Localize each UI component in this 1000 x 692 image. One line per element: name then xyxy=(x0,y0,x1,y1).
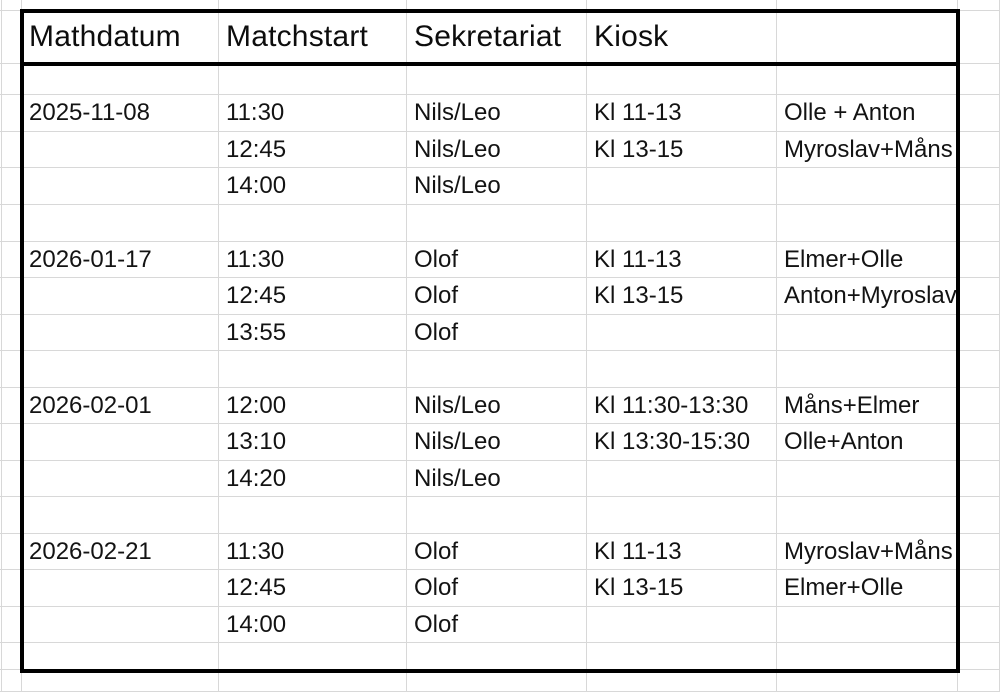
cell-matchstart[interactable]: 14:00 xyxy=(219,168,407,205)
cell-sekretariat[interactable]: Nils/Leo xyxy=(407,168,587,205)
cell-kiosk-time[interactable] xyxy=(587,607,777,643)
cell-mathdatum[interactable] xyxy=(22,0,219,11)
cell-matchstart[interactable]: 11:30 xyxy=(219,242,407,278)
cell-overflow[interactable] xyxy=(958,205,1000,242)
cell-overflow[interactable] xyxy=(958,242,1000,278)
cell-sekretariat[interactable]: Nils/Leo xyxy=(407,461,587,497)
cell-kiosk-time[interactable] xyxy=(587,205,777,242)
cell-rowhead[interactable] xyxy=(0,0,22,11)
cell-kiosk-crew[interactable]: Olle+Anton xyxy=(777,424,958,461)
cell-kiosk-crew[interactable] xyxy=(777,497,958,534)
header-cell-matchstart[interactable]: Matchstart xyxy=(219,11,407,64)
cell-overflow[interactable] xyxy=(958,607,1000,643)
cell-sekretariat[interactable] xyxy=(407,351,587,388)
cell-kiosk-time[interactable] xyxy=(587,351,777,388)
cell-kiosk-time[interactable]: Kl 13-15 xyxy=(587,132,777,168)
cell-kiosk-crew[interactable]: Elmer+Olle xyxy=(777,570,958,607)
cell-sekretariat[interactable] xyxy=(407,497,587,534)
cell-kiosk-time[interactable]: Kl 11-13 xyxy=(587,242,777,278)
cell-kiosk-crew[interactable] xyxy=(777,607,958,643)
cell-kiosk-crew[interactable]: Myroslav+Måns xyxy=(777,534,958,570)
cell-matchstart[interactable]: 13:55 xyxy=(219,315,407,351)
cell-kiosk-time[interactable] xyxy=(587,168,777,205)
header-cell-kiosk-crew[interactable] xyxy=(777,11,958,64)
cell-matchstart[interactable]: 14:00 xyxy=(219,607,407,643)
cell-overflow[interactable] xyxy=(958,670,1000,692)
cell-matchstart[interactable]: 11:30 xyxy=(219,95,407,132)
cell-mathdatum[interactable] xyxy=(22,424,219,461)
cell-rowhead[interactable] xyxy=(0,607,22,643)
cell-overflow[interactable] xyxy=(958,534,1000,570)
cell-overflow[interactable] xyxy=(958,168,1000,205)
cell-sekretariat[interactable]: Olof xyxy=(407,242,587,278)
cell-matchstart[interactable] xyxy=(219,670,407,692)
cell-mathdatum[interactable] xyxy=(22,315,219,351)
cell-sekretariat[interactable] xyxy=(407,205,587,242)
cell-kiosk-time[interactable]: Kl 11-13 xyxy=(587,95,777,132)
cell-kiosk-time[interactable]: Kl 11-13 xyxy=(587,534,777,570)
cell-sekretariat[interactable]: Nils/Leo xyxy=(407,424,587,461)
cell-overflow[interactable] xyxy=(958,132,1000,168)
cell-kiosk-time[interactable]: Kl 13-15 xyxy=(587,278,777,315)
cell-mathdatum[interactable] xyxy=(22,278,219,315)
cell-mathdatum[interactable] xyxy=(22,132,219,168)
cell-kiosk-crew[interactable]: Måns+Elmer xyxy=(777,388,958,424)
cell-matchstart[interactable]: 12:45 xyxy=(219,132,407,168)
cell-kiosk-crew[interactable] xyxy=(777,315,958,351)
cell-rowhead[interactable] xyxy=(0,168,22,205)
cell-overflow[interactable] xyxy=(958,497,1000,534)
cell-mathdatum[interactable] xyxy=(22,570,219,607)
cell-mathdatum[interactable] xyxy=(22,497,219,534)
cell-kiosk-time[interactable] xyxy=(587,0,777,11)
cell-matchstart[interactable]: 12:45 xyxy=(219,570,407,607)
cell-matchstart[interactable]: 12:45 xyxy=(219,278,407,315)
cell-matchstart[interactable] xyxy=(219,205,407,242)
cell-overflow[interactable] xyxy=(958,95,1000,132)
cell-rowhead[interactable] xyxy=(0,497,22,534)
cell-matchstart[interactable]: 13:10 xyxy=(219,424,407,461)
header-cell-overflow[interactable] xyxy=(958,11,1000,64)
cell-rowhead[interactable] xyxy=(0,351,22,388)
cell-kiosk-crew[interactable] xyxy=(777,64,958,95)
cell-sekretariat[interactable]: Olof xyxy=(407,278,587,315)
cell-kiosk-crew[interactable] xyxy=(777,351,958,388)
cell-sekretariat[interactable] xyxy=(407,643,587,670)
cell-rowhead[interactable] xyxy=(0,461,22,497)
cell-overflow[interactable] xyxy=(958,351,1000,388)
cell-kiosk-time[interactable]: Kl 11:30-13:30 xyxy=(587,388,777,424)
cell-kiosk-crew[interactable]: Olle + Anton xyxy=(777,95,958,132)
cell-mathdatum[interactable] xyxy=(22,643,219,670)
cell-rowhead[interactable] xyxy=(0,670,22,692)
cell-kiosk-time[interactable] xyxy=(587,670,777,692)
cell-mathdatum[interactable] xyxy=(22,607,219,643)
header-cell-sekretariat[interactable]: Sekretariat xyxy=(407,11,587,64)
cell-mathdatum[interactable] xyxy=(22,64,219,95)
cell-kiosk-crew[interactable] xyxy=(777,670,958,692)
cell-mathdatum[interactable] xyxy=(22,461,219,497)
cell-kiosk-crew[interactable] xyxy=(777,168,958,205)
cell-sekretariat[interactable] xyxy=(407,670,587,692)
cell-sekretariat[interactable]: Nils/Leo xyxy=(407,132,587,168)
cell-sekretariat[interactable] xyxy=(407,0,587,11)
cell-rowhead[interactable] xyxy=(0,278,22,315)
cell-kiosk-crew[interactable] xyxy=(777,643,958,670)
cell-matchstart[interactable]: 14:20 xyxy=(219,461,407,497)
cell-sekretariat[interactable]: Nils/Leo xyxy=(407,95,587,132)
cell-matchstart[interactable]: 11:30 xyxy=(219,534,407,570)
cell-sekretariat[interactable]: Olof xyxy=(407,570,587,607)
cell-sekretariat[interactable]: Olof xyxy=(407,315,587,351)
cell-kiosk-crew[interactable]: Elmer+Olle xyxy=(777,242,958,278)
cell-rowhead[interactable] xyxy=(0,95,22,132)
cell-sekretariat[interactable]: Nils/Leo xyxy=(407,388,587,424)
cell-kiosk-time[interactable] xyxy=(587,315,777,351)
cell-mathdatum[interactable] xyxy=(22,205,219,242)
cell-matchstart[interactable] xyxy=(219,0,407,11)
cell-matchstart[interactable] xyxy=(219,643,407,670)
cell-overflow[interactable] xyxy=(958,570,1000,607)
cell-rowhead[interactable] xyxy=(0,424,22,461)
cell-kiosk-crew[interactable]: Myroslav+Måns xyxy=(777,132,958,168)
cell-overflow[interactable] xyxy=(958,0,1000,11)
cell-rowhead[interactable] xyxy=(0,570,22,607)
header-cell-mathdatum[interactable]: Mathdatum xyxy=(22,11,219,64)
cell-overflow[interactable] xyxy=(958,388,1000,424)
cell-overflow[interactable] xyxy=(958,461,1000,497)
cell-mathdatum[interactable]: 2026-01-17 xyxy=(22,242,219,278)
cell-rowhead[interactable] xyxy=(0,388,22,424)
cell-kiosk-crew[interactable] xyxy=(777,461,958,497)
cell-rowhead[interactable] xyxy=(0,643,22,670)
cell-mathdatum[interactable] xyxy=(22,168,219,205)
cell-overflow[interactable] xyxy=(958,643,1000,670)
cell-sekretariat[interactable]: Olof xyxy=(407,534,587,570)
cell-rowhead[interactable] xyxy=(0,64,22,95)
cell-mathdatum[interactable]: 2026-02-01 xyxy=(22,388,219,424)
cell-kiosk-crew[interactable] xyxy=(777,0,958,11)
header-cell-rowhead[interactable] xyxy=(0,11,22,64)
cell-overflow[interactable] xyxy=(958,64,1000,95)
cell-mathdatum[interactable]: 2026-02-21 xyxy=(22,534,219,570)
cell-mathdatum[interactable]: 2025-11-08 xyxy=(22,95,219,132)
cell-sekretariat[interactable]: Olof xyxy=(407,607,587,643)
cell-rowhead[interactable] xyxy=(0,534,22,570)
cell-kiosk-time[interactable] xyxy=(587,643,777,670)
cell-rowhead[interactable] xyxy=(0,242,22,278)
cell-overflow[interactable] xyxy=(958,278,1000,315)
cell-sekretariat[interactable] xyxy=(407,64,587,95)
cell-kiosk-time[interactable] xyxy=(587,461,777,497)
header-cell-kiosk-time[interactable]: Kiosk xyxy=(587,11,777,64)
cell-overflow[interactable] xyxy=(958,424,1000,461)
cell-kiosk-time[interactable]: Kl 13-15 xyxy=(587,570,777,607)
cell-rowhead[interactable] xyxy=(0,132,22,168)
cell-rowhead[interactable] xyxy=(0,315,22,351)
cell-matchstart[interactable] xyxy=(219,351,407,388)
cell-kiosk-crew[interactable] xyxy=(777,205,958,242)
cell-matchstart[interactable] xyxy=(219,64,407,95)
cell-mathdatum[interactable] xyxy=(22,670,219,692)
cell-matchstart[interactable]: 12:00 xyxy=(219,388,407,424)
cell-overflow[interactable] xyxy=(958,315,1000,351)
cell-matchstart[interactable] xyxy=(219,497,407,534)
cell-mathdatum[interactable] xyxy=(22,351,219,388)
cell-kiosk-crew[interactable]: Anton+Myroslav xyxy=(777,278,958,315)
cell-kiosk-time[interactable] xyxy=(587,64,777,95)
cell-kiosk-time[interactable]: Kl 13:30-15:30 xyxy=(587,424,777,461)
cell-kiosk-time[interactable] xyxy=(587,497,777,534)
cell-rowhead[interactable] xyxy=(0,205,22,242)
